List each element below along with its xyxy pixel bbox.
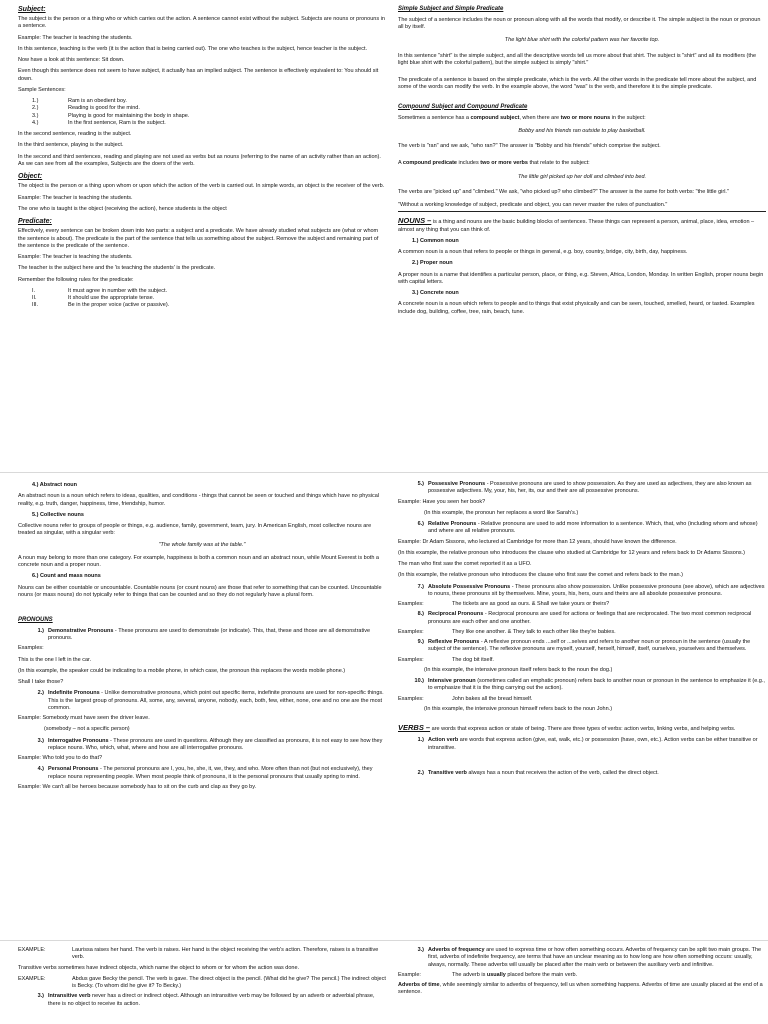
compound-predicate-example: The little girl picked up her doll and climbed into bed. — [517, 173, 647, 180]
compound-subject-explanation: The verb is "ran" and we ask, "who ran?" The answer is "Bobby and his friends" which comprise the subject. — [398, 143, 661, 150]
simple-subject-heading: Simple Subject and Simple Predicate — [398, 6, 504, 12]
subject-third: In the third sentence, playing is the subject. — [18, 142, 124, 149]
list-item: III. Be in the proper voice (active or passive). — [32, 302, 170, 309]
noun-categories-note: A noun may belong to more than one category. For example, happiness is both a common noun and an abstract noun, while Mount Everest is both a concrete noun and a proper noun. — [18, 554, 379, 568]
subject-heading: Subject: — [18, 6, 46, 13]
section-adverbs — [398, 944, 766, 1024]
concrete-noun-definition: A concrete noun is a noun which refers to people and to things that exist physically and can be seen, touched, smelled, heard, or tasted. Examples include dog, building, coffee, tree, rain, beach, tune. — [398, 301, 755, 315]
compound-subject-heading: Compound Subject and Compound Predicate — [398, 103, 528, 110]
intransitive-verb-item: 3.) Intransitive verb never has a direct or indirect object. Although an intransitive verb may be followed by an adverb or adverbial phrase, there is no object to receive its action. — [37, 993, 375, 1007]
reflexive-pronouns-item: 9.) Reflexive Pronouns - A reflexive pronoun ends ...self or ...selves and refers to another noun or pronoun in the sentence (usually the subject of the sentence). The reflexive pronouns are myself, yourself, herself, himself, itself, ourselves, yourselves and themselves. — [417, 639, 751, 653]
abstract-noun-heading: 4.) Abstract noun — [32, 482, 78, 488]
interrogative-pronouns-item: 3.) Interrogative Pronouns - These pronouns are used in questions. Although they are classified as pronouns, it is not easy to see how they replace nouns. Who, which, what, where and how are all interrogative pronouns. — [37, 737, 383, 751]
collective-noun-example: "The whole family was at the table." — [158, 541, 246, 548]
pronouns-heading: PRONOUNS — [18, 617, 53, 623]
subject-example: Example: The teacher is teaching the students. — [18, 34, 133, 41]
indirect-objects-note: Transitive verbs sometimes have indirect objects, which name the object to whom or for whom the action was done. — [18, 964, 300, 971]
intensive-examples: Examples: John bakes all the bread himself. — [398, 695, 533, 702]
possessive-pronouns-item: 5.) Possessive Pronouns - Possessive pronouns are used to show possession. As they are used as adjectives, they are also known as possessive adjectives. My, your, his, her, its, our and their are all possessive pronouns. — [417, 481, 752, 495]
common-noun-definition: A common noun is a noun that refers to people or things in general, e.g. boy, country, bridge, city, birth, day, happiness. — [398, 249, 688, 256]
subject-implied: Even though this sentence does not seem to have subject, it actually has an implied subject. The sentence is effectively equivalent to: You should sit down. — [18, 68, 379, 82]
subject-second: In the second sentence, reading is the subject. — [18, 131, 132, 138]
subject-definition: The subject is the person or a thing who or which carries out the action. A sentence cannot exist without the subject. Subjects are nouns or pronouns in a sentence. — [18, 16, 385, 30]
nouns-definition: NOUNS – is a thing and nouns are the basic building blocks of sentences. These things can represent a person, animal, place, idea, emotion – almost any thing that you can think of. — [398, 216, 755, 233]
list-item: 1.) Ram is an obedient boy. — [32, 98, 127, 105]
collective-noun-heading: 5.) Collective nouns — [32, 511, 84, 518]
personal-example: Example: We can't all be heroes because somebody has to sit on the curb and clap as they go by. — [18, 783, 257, 790]
abstract-noun-definition: An abstract noun is a noun which refers to ideas, qualities, and conditions - things that cannot be seen or touched and things which have no physical reality, e.g. truth, danger, happiness, time, friendship, humor. — [18, 493, 380, 507]
indefinite-pronouns-item: 2.) Indefinite Pronouns - Unlike demonstrative pronouns, which point out specific items, indefinite pronouns are used for non-specific things. This is the largest group of pronouns. All, some, any, several, anyone, nobody, each, both, few, either, none, one and no one are the most common. — [37, 690, 384, 711]
section-simple-compound-nouns — [398, 4, 766, 468]
transitive-example-2: EXAMPLE: Abdus gave Becky the pencil. The verb is gave. The direct object is the pencil. (What did he give? The pencil.) The indirect object is Becky. (To whom did he give it? To Becky.) — [18, 975, 386, 989]
adverbs-frequency-item: 3.) Adverbs of frequency are used to express time or how often something occurs. Adverbs of frequency can be split two main groups. The first, adverbs of indefinite frequency, are terms that have an unclear meaning as to how long are how often something occurs: usually, always, normally. These adverbs will usually be placed after the main verb or between the auxiliary verb and infinitive. — [417, 947, 762, 968]
compound-predicate-definition: A compound predicate includes two or more verbs that relate to the subject: — [398, 160, 590, 167]
section-pronouns-verbs — [398, 478, 766, 944]
section-nouns-pronouns — [18, 478, 386, 944]
proper-noun-definition: A proper noun is a name that identifies a particular person, place, or thing, e.g. Steven, Africa, London, Monday. In written English, proper nouns begin with capital letters. — [398, 271, 764, 285]
relative-example: Example: Dr Adam Sissons, who lectured at Cambridge for more than 12 years, should have known the difference. — [398, 538, 677, 545]
band-divider — [0, 940, 768, 941]
relative-pronouns-item: 6.) Relative Pronouns - Relative pronouns are used to add more information to a sentence. Which, that, who (including whom and whose) and where are all relative pronouns. — [417, 521, 758, 535]
compound-subject-definition: Sometimes a sentence has a compound subject, when there are two or more nouns in the subject: — [398, 114, 646, 121]
relative-example-2: The man who first saw the comet reported it as a UFO. — [398, 561, 532, 567]
predicate-explanation: The teacher is the subject here and the 'is teaching the students' is the predicate. — [18, 265, 216, 272]
predicate-heading: Predicate: — [18, 218, 52, 226]
verbs-definition: VERBS – are words that express action or state of being. There are three types of verbs: action verbs, linking verbs, and helping verbs. — [398, 723, 736, 732]
object-explanation: The one who is taught is the object (receiving the action), hence students is the object — [18, 205, 227, 212]
predicate-definition: Effectively, every sentence can be broken down into two parts: a subject and a predicate. We have already studied what subjects are (what or whom the sentence is about). The predicate is the part of the sentence that tells us something about the subject. Remove the subject and remaining part of the sentence is the predicate of the sentence. — [18, 228, 379, 249]
adverbs-time-definition: Adverbs of time, while seemingly similar to adverbs of frequency, tell us when something happens. Adverbs of time are usually placed at the end of a sentence. — [398, 982, 763, 996]
possessive-example: Example: Have you seen her book? — [398, 498, 486, 505]
simple-predicate-explanation: The predicate of a sentence is based on the simple predicate, which is the verb. All the other words in the predicate tell more about the subject, and some of the words can modify the verb. In the example above, the word "was" is the verb, and therefore it is the simple predicate. — [398, 77, 757, 91]
object-heading: Object: — [18, 173, 43, 181]
intensive-note: (In this example, the intensive pronoun himself refers back to the noun John.) — [424, 705, 613, 712]
demonstrative-example-2: Shall I take those? — [18, 679, 64, 686]
concrete-noun-heading: 3.) Concrete noun — [412, 290, 459, 297]
list-item: 3.) Playing is good for maintaining the body in shape. — [32, 112, 190, 119]
demonstrative-note: (In this example, the speaker could be indicating to a mobile phone, in which case, the pronoun this replaces the words mobile phone.) — [18, 667, 346, 674]
indefinite-example: Example: Somebody must have seen the driver leave. — [18, 715, 150, 722]
predicate-rules-list — [18, 288, 386, 310]
object-definition: The object is the person or a thing upon whom or upon which the action of the verb is carried out. In simple words, an object is the receiver of the verb. — [18, 183, 385, 190]
indefinite-note: (somebody – not a specific person) — [44, 726, 130, 733]
sample-sentences-list — [18, 98, 386, 127]
reciprocal-examples: Examples: They like one another. & They talk to each other like they're babies. — [398, 628, 616, 635]
personal-pronouns-item: 4.) Personal Pronouns - The personal pronouns are I, you, he, she, it, we, they, and who. More often than not (but not exclusively), they replace nouns representing people. When most people think of pronouns, it is the personal pronouns that usually spring to mind. — [37, 766, 373, 780]
transitive-example-1: EXAMPLE: Laurissa raises her hand. The verb is raises. Her hand is the object receiving the verb's action. Therefore, raises is a transitive verb. — [18, 947, 379, 961]
samples-label: Sample Sentences: — [18, 86, 66, 93]
action-verb-item: 1.) Action verb are words that express action (give, eat, walk, etc.) or possession (have, own, etc.). Action verbs can be either transitive or intransitive. — [417, 737, 758, 751]
relative-note: (In this example, the relative pronoun who introduces the clause who studied at Cambridge for 12 years and refers back to Dr Adams Sissons.) — [398, 549, 745, 556]
simple-subject-explanation: In this sentence "shirt" is the simple subject, and all the descriptive words tell us more about that shirt. The subject is "shirt" and all its modifiers (the light blue shirt with the colorful pattern), but the simple subject is simply "shirt." — [398, 52, 757, 66]
subject-summary: In the second and third sentences, reading and playing are not used as verbs but as nouns (referring to the name of an activity rather than an action). As we can see from all the examples, Subjects are the doers of the verb. — [18, 153, 381, 167]
section-subject-object-predicate — [18, 4, 386, 468]
predicate-example: Example: The teacher is teaching the students. — [18, 254, 133, 261]
list-item: 2.) Reading is good for the mind. — [32, 105, 140, 112]
proper-noun-heading: 2.) Proper noun — [412, 260, 453, 267]
reciprocal-pronouns-item: 8.) Reciprocal Pronouns - Reciprocal pronouns are used for actions or feelings that are reciprocated. The two most common reciprocal pronouns are each other and one another. — [417, 611, 752, 625]
subject-sit-down: Now have a look at this sentence: Sit down. — [18, 57, 125, 64]
object-example: Example: The teacher is teaching the students. — [18, 194, 133, 201]
reflexive-examples: Examples: The dog bit itself. — [398, 656, 494, 663]
absolute-possessive-examples: Examples: The tickets are as good as ours. & Shall we take yours or theirs? — [398, 601, 610, 607]
adverbs-frequency-example: Example: The adverb is usually placed before the main verb. — [398, 971, 578, 978]
simple-subject-definition: The subject of a sentence includes the noun or pronoun along with all the words that modify, or describe it. The simple subject is the noun or pronoun all by itself. — [398, 16, 761, 31]
list-item: II. It should use the appropriate tense. — [32, 295, 155, 302]
collective-noun-definition: Collective nouns refer to groups of people or things, e.g. audience, family, government, team, jury. In American English, most collective nouns are treated as singular, with a singular verb: — [18, 523, 372, 537]
subject-explanation: In this sentence, teaching is the verb (it is the action that is being carried out). The one who teaches is the subject, hence teacher is the subject. — [18, 45, 368, 52]
punctuation-quote: "Without a working knowledge of subject, predicate and object, you can never master the rules of punctuation." — [398, 202, 766, 212]
band-divider — [0, 472, 768, 473]
reflexive-note: (In this example, the intensive pronoun itself refers back to the noun the dog.) — [424, 666, 613, 673]
demonstrative-example: This is the one I left in the car. — [18, 656, 92, 663]
transitive-verb-item: 2.) Transitive verb always has a noun that receives the action of the verb, called the direct object. — [417, 769, 659, 776]
possessive-note: (In this example, the pronoun her replaces a word like Sarah's.) — [424, 509, 579, 516]
list-item: I. It must agree in number with the subject. — [32, 287, 168, 294]
compound-subject-example: Bobby and his friends ran outside to play basketball. — [518, 127, 646, 134]
demonstrative-pronouns-item: 1.) Demonstrative Pronouns - These pronouns are used to demonstrate (or indicate). This, that, these and those are all demonstrative pronouns. — [37, 627, 371, 642]
relative-note-2: (In this example, the relative pronoun who introduces the clause who first saw the comet and refers back to the man.) — [398, 572, 683, 579]
demonstrative-examples-label: Examples: — [18, 645, 44, 652]
interrogative-example: Example: Who told you to do that? — [18, 755, 103, 762]
common-noun-heading: 1.) Common noun — [412, 237, 459, 244]
count-mass-noun-heading: 6.) Count and mass nouns — [32, 573, 101, 580]
intensive-pronoun-item: 10.) Intensive pronoun (sometimes called an emphatic pronoun) refers back to another noun or pronoun in the sentence to emphasize it (e.g., to emphasize that it is the thing carrying out the action). — [414, 678, 765, 692]
compound-predicate-explanation: The verbs are "picked up" and "climbed." We ask, "who picked up? who climbed?" The answer is the same for both verbs: "the little girl." — [398, 188, 729, 195]
section-transitive-examples — [18, 944, 386, 1024]
simple-subject-example: The light blue shirt with the colorful pattern was her favorite top. — [504, 37, 660, 44]
absolute-possessive-item: 7.) Absolute Possessive Pronouns - These pronouns also show possession. Unlike possessive pronouns (see above), which are adjectives to nouns, these pronouns sit by themselves. Mine, yours, his, hers, ours and theirs are all absolute possessive pronouns. — [417, 583, 765, 597]
list-item: 4.) In the first sentence, Ram is the subject. — [32, 119, 166, 126]
predicate-rules-intro: Remember the following rules for the predicate: — [18, 276, 134, 283]
count-mass-noun-definition: Nouns can be either countable or uncountable. Countable nouns (or count nouns) are those that refer to something that can be counted. Uncountable nouns (or mass nouns) do not typically refer to things that can be counted and so they do not regularly have a plural form. — [18, 584, 382, 598]
